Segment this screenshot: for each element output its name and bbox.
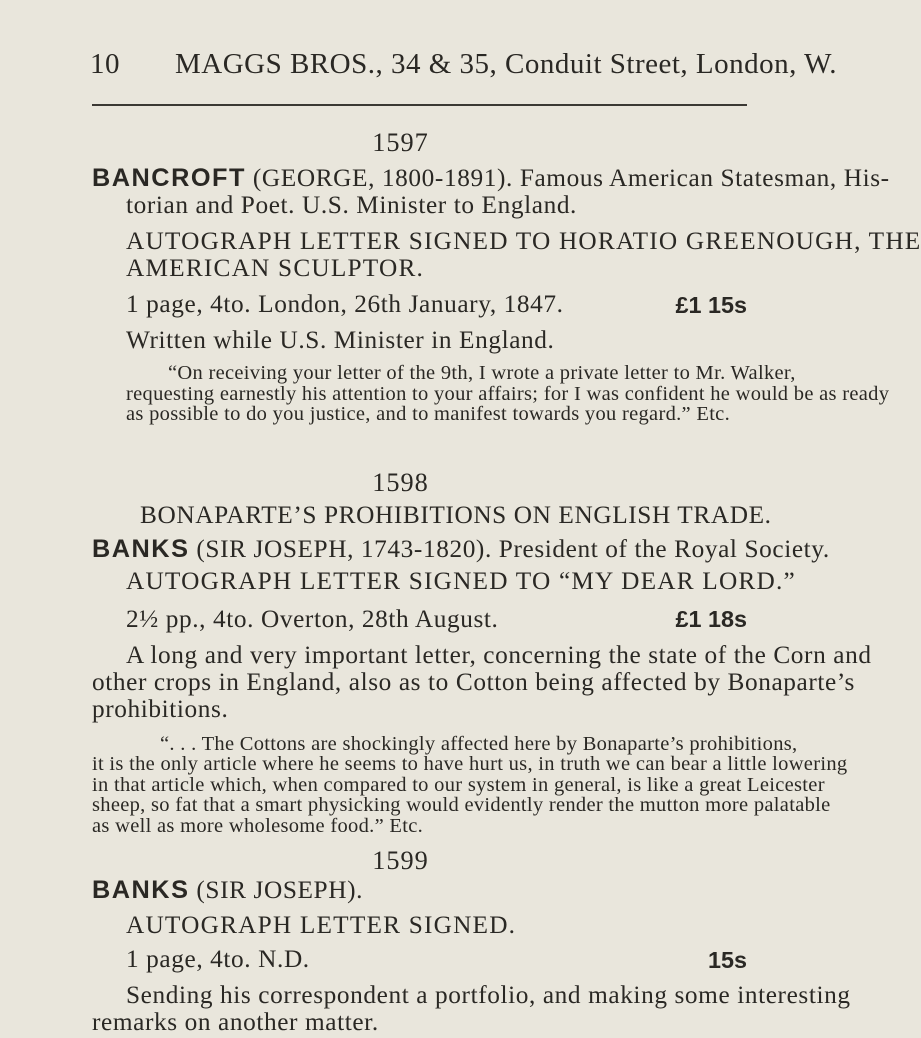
entry-heading (92, 164, 890, 193)
item-note: remarks on another matter. (92, 1008, 379, 1036)
author-name: BANCROFT (92, 163, 246, 192)
item-note: A long and very important letter, concerning the state of the Corn and (126, 640, 872, 669)
quote-line: “On receiving your letter of the 9th, I wrote a private letter to Mr. Walker, (168, 362, 796, 385)
author-name: BANKS (92, 534, 190, 563)
page-number: 10 (90, 48, 120, 80)
quote-line: in that article which, when compared to our system in general, is like a great Leicester (92, 773, 825, 796)
item-price: £1 18s (675, 606, 747, 633)
entry-heading (92, 535, 830, 564)
header-rule (92, 104, 747, 106)
item-description: 2½ pp., 4to. Overton, 28th August. (126, 604, 499, 633)
quote-line: “. . . The Cottons are shockingly affected here by Bonaparte’s prohibitions, (160, 732, 798, 755)
item-price: 15s (707, 946, 747, 973)
lot-number: 1597 (372, 128, 429, 157)
item-title: AUTOGRAPH LETTER SIGNED. (126, 910, 517, 939)
item-description: 1 page, 4to. London, 26th January, 1847. (126, 290, 564, 319)
page-header (90, 48, 838, 81)
item-title: AUTOGRAPH LETTER SIGNED TO “MY DEAR LORD.” (126, 567, 796, 596)
quote-line: requesting earnestly his attention to your affairs; for I was confident he would be as ready (126, 382, 890, 405)
quote-line: it is the only article where he seems to have hurt us, in truth we can bear a little lowering (92, 753, 848, 776)
author-details-continued: torian and Poet. U.S. Minister to England. (126, 191, 577, 220)
author-details: (SIR JOSEPH). (196, 876, 364, 905)
item-note: other crops in England, also as to Cotton being affected by Bonaparte’s (92, 668, 855, 696)
quote-line: as possible to do you justice, and to manifest towards you regard.” Etc. (126, 403, 731, 426)
item-title-continued: AMERICAN SCULPTOR. (126, 254, 425, 283)
item-price: £1 15s (675, 292, 747, 318)
author-details: (GEORGE, 1800-1891). Famous American Statesman, His- (252, 163, 890, 192)
quote-line: sheep, so fat that a smart physicking would evidently render the mutton more palatable (92, 794, 831, 817)
item-note: Sending his correspondent a portfolio, and making some interesting (126, 980, 851, 1009)
entry-heading (92, 876, 363, 905)
author-details: (SIR JOSEPH, 1743-1820). President of the Royal Society. (196, 534, 830, 563)
item-title: AUTOGRAPH LETTER SIGNED TO HORATIO GREENOUGH, THE (126, 227, 921, 256)
quote-line: as well as more wholesome food.” Etc. (92, 814, 424, 837)
lot-number: 1598 (372, 468, 429, 497)
item-description: 1 page, 4to. N.D. (126, 944, 310, 973)
author-name: BANKS (92, 876, 190, 905)
item-note: prohibitions. (92, 695, 229, 724)
publisher-line: MAGGS BROS., 34 & 35, Conduit Street, London, W. (175, 48, 838, 80)
lot-subject: BONAPARTE’S PROHIBITIONS ON ENGLISH TRADE. (140, 501, 772, 530)
item-note: Written while U.S. Minister in England. (126, 326, 555, 355)
lot-number: 1599 (372, 845, 429, 875)
